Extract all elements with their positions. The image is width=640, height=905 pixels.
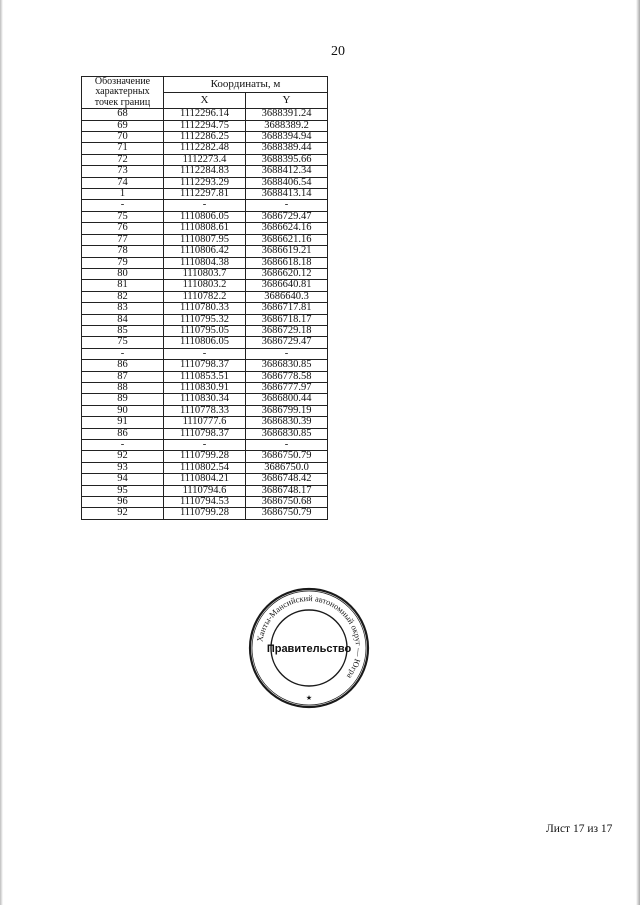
y-coordinate-cell: 3686618.18 <box>246 257 328 268</box>
point-number-cell: 72 <box>82 154 164 165</box>
point-number-cell: 76 <box>82 223 164 234</box>
table-row <box>82 120 328 131</box>
table-row <box>82 132 328 143</box>
x-coordinate-cell: - <box>164 440 246 451</box>
y-coordinate-cell: 3686624.16 <box>246 223 328 234</box>
page-number: 20 <box>331 44 345 59</box>
y-coordinate-cell: 3686830.85 <box>246 360 328 371</box>
y-coordinate-cell: 3686619.21 <box>246 246 328 257</box>
table-row <box>82 189 328 200</box>
point-number-cell: 82 <box>82 291 164 302</box>
y-column-header: Y <box>246 93 328 109</box>
x-coordinate-cell: 1112284.83 <box>164 166 246 177</box>
point-number-cell: 77 <box>82 234 164 245</box>
table-row <box>82 143 328 154</box>
table-row <box>82 268 328 279</box>
table-row <box>82 291 328 302</box>
point-number-cell: 70 <box>82 132 164 143</box>
seal-ring-text: Ханты-Мансийский автономный округ — Югра <box>255 593 364 681</box>
x-coordinate-cell: 1110799.28 <box>164 451 246 462</box>
x-coordinate-cell: - <box>164 348 246 359</box>
y-coordinate-cell: 3688413.14 <box>246 189 328 200</box>
y-coordinate-cell: 3686640.3 <box>246 291 328 302</box>
seal-star-icon: ★ <box>305 694 313 702</box>
y-coordinate-cell: 3688406.54 <box>246 177 328 188</box>
point-number-cell: 92 <box>82 508 164 519</box>
x-coordinate-cell: 1112282.48 <box>164 143 246 154</box>
point-number-cell: 78 <box>82 246 164 257</box>
x-coordinate-cell: 1110830.34 <box>164 394 246 405</box>
x-coordinate-cell: 1110795.05 <box>164 325 246 336</box>
table-row <box>82 211 328 222</box>
x-coordinate-cell: 1112297.81 <box>164 189 246 200</box>
x-coordinate-cell: - <box>164 200 246 211</box>
point-number-cell: 79 <box>82 257 164 268</box>
y-coordinate-cell: 3686799.19 <box>246 405 328 416</box>
table-row <box>82 303 328 314</box>
table-row <box>82 417 328 428</box>
x-coordinate-cell: 1110799.28 <box>164 508 246 519</box>
y-coordinate-cell: 3686729.18 <box>246 325 328 336</box>
table-row <box>82 348 328 359</box>
point-number-cell: 74 <box>82 177 164 188</box>
y-coordinate-cell: 3686729.47 <box>246 211 328 222</box>
header-label-line: характерных <box>95 86 150 98</box>
point-number-cell: 80 <box>82 268 164 279</box>
y-coordinate-cell: - <box>246 200 328 211</box>
y-coordinate-cell: 3686621.16 <box>246 234 328 245</box>
coordinates-table <box>81 76 328 520</box>
header-label-line: Обозначение <box>94 76 151 87</box>
x-coordinate-cell: 1110794.6 <box>164 485 246 496</box>
x-coordinate-cell: 1110802.54 <box>164 462 246 473</box>
point-number-cell: 87 <box>82 371 164 382</box>
y-coordinate-cell: 3688395.66 <box>246 154 328 165</box>
table-row <box>82 371 328 382</box>
x-coordinate-cell: 1110795.32 <box>164 314 246 325</box>
point-number-cell: 90 <box>82 405 164 416</box>
point-number-cell: 83 <box>82 303 164 314</box>
table-row <box>82 234 328 245</box>
x-coordinate-cell: 1112286.25 <box>164 132 246 143</box>
point-number-cell: 91 <box>82 417 164 428</box>
x-coordinate-cell: 1110803.7 <box>164 268 246 279</box>
x-coordinate-cell: 1110804.38 <box>164 257 246 268</box>
point-number-cell: 71 <box>82 143 164 154</box>
table-row <box>82 485 328 496</box>
x-coordinate-cell: 1110803.2 <box>164 280 246 291</box>
table-row <box>82 325 328 336</box>
table-row <box>82 314 328 325</box>
x-coordinate-cell: 1110806.42 <box>164 246 246 257</box>
y-coordinate-cell: 3686729.47 <box>246 337 328 348</box>
y-coordinate-cell: 3686750.0 <box>246 462 328 473</box>
table-row <box>82 508 328 519</box>
y-coordinate-cell: 3688389.2 <box>246 120 328 131</box>
x-coordinate-cell: 1112294.75 <box>164 120 246 131</box>
x-coordinate-cell: 1110804.21 <box>164 474 246 485</box>
y-coordinate-cell: 3686777.97 <box>246 382 328 393</box>
table-row <box>82 154 328 165</box>
table-row <box>82 451 328 462</box>
y-coordinate-cell: 3686778.58 <box>246 371 328 382</box>
table-row <box>82 405 328 416</box>
x-coordinate-cell: 1110807.95 <box>164 234 246 245</box>
y-coordinate-cell: 3686748.17 <box>246 485 328 496</box>
table-row <box>82 474 328 485</box>
government-seal <box>248 587 370 709</box>
table-row <box>82 200 328 211</box>
point-number-cell: 75 <box>82 211 164 222</box>
table-row <box>82 360 328 371</box>
point-number-cell: 92 <box>82 451 164 462</box>
x-coordinate-cell: 1110782.2 <box>164 291 246 302</box>
point-number-cell: 89 <box>82 394 164 405</box>
sheet-label: Лист 17 из 17 <box>546 823 613 835</box>
x-coordinate-cell: 1110777.6 <box>164 417 246 428</box>
table-row <box>82 257 328 268</box>
table-row <box>82 394 328 405</box>
page-left-edge <box>0 0 3 905</box>
y-coordinate-cell: 3686830.39 <box>246 417 328 428</box>
x-coordinate-cell: 1110798.37 <box>164 360 246 371</box>
point-number-cell: 75 <box>82 337 164 348</box>
table-row <box>82 223 328 234</box>
y-coordinate-cell: 3686750.79 <box>246 451 328 462</box>
seal-center-text: Правительство <box>266 643 352 655</box>
table-row <box>82 109 328 120</box>
table-row <box>82 382 328 393</box>
y-coordinate-cell: 3688389.44 <box>246 143 328 154</box>
table-row <box>82 462 328 473</box>
x-coordinate-cell: 1110778.33 <box>164 405 246 416</box>
point-number-cell: 88 <box>82 382 164 393</box>
page-right-edge <box>636 0 640 905</box>
y-coordinate-cell: 3686717.81 <box>246 303 328 314</box>
y-coordinate-cell: 3686748.42 <box>246 474 328 485</box>
point-number-cell: 84 <box>82 314 164 325</box>
point-number-cell: 86 <box>82 428 164 439</box>
x-coordinate-cell: 1110853.51 <box>164 371 246 382</box>
point-number-cell: 81 <box>82 280 164 291</box>
x-coordinate-cell: 1110780.33 <box>164 303 246 314</box>
point-number-cell: 85 <box>82 325 164 336</box>
x-coordinate-cell: 1110798.37 <box>164 428 246 439</box>
point-number-cell: 73 <box>82 166 164 177</box>
point-number-cell: 96 <box>82 497 164 508</box>
point-number-cell: 68 <box>82 109 164 120</box>
x-coordinate-cell: 1112273.4 <box>164 154 246 165</box>
point-number-cell: - <box>82 440 164 451</box>
y-coordinate-cell: 3686750.68 <box>246 497 328 508</box>
table-row <box>82 497 328 508</box>
point-designation-header <box>82 77 164 109</box>
y-coordinate-cell: 3686800.44 <box>246 394 328 405</box>
y-coordinate-cell: 3686640.81 <box>246 280 328 291</box>
x-coordinate-cell: 1110806.05 <box>164 337 246 348</box>
table-row <box>82 177 328 188</box>
point-number-cell: 93 <box>82 462 164 473</box>
x-coordinate-cell: 1110806.05 <box>164 211 246 222</box>
table-row <box>82 166 328 177</box>
x-coordinate-cell: 1112296.14 <box>164 109 246 120</box>
y-coordinate-cell: 3686718.17 <box>246 314 328 325</box>
table-row <box>82 440 328 451</box>
y-coordinate-cell: - <box>246 440 328 451</box>
point-number-cell: 1 <box>82 189 164 200</box>
point-number-cell: 94 <box>82 474 164 485</box>
coordinates-body <box>82 109 328 520</box>
y-coordinate-cell: 3688394.94 <box>246 132 328 143</box>
x-column-header: X <box>164 93 246 109</box>
point-number-cell: 86 <box>82 360 164 371</box>
y-coordinate-cell: 3686750.79 <box>246 508 328 519</box>
x-coordinate-cell: 1110830.91 <box>164 382 246 393</box>
point-number-cell: - <box>82 348 164 359</box>
point-number-cell: 69 <box>82 120 164 131</box>
y-coordinate-cell: 3686620.12 <box>246 268 328 279</box>
x-coordinate-cell: 1110808.61 <box>164 223 246 234</box>
point-number-cell: 95 <box>82 485 164 496</box>
table-row <box>82 337 328 348</box>
y-coordinate-cell: - <box>246 348 328 359</box>
y-coordinate-cell: 3686830.85 <box>246 428 328 439</box>
coordinates-header: Координаты, м <box>164 77 328 93</box>
table-row <box>82 428 328 439</box>
y-coordinate-cell: 3688412.34 <box>246 166 328 177</box>
table-row <box>82 280 328 291</box>
x-coordinate-cell: 1110794.53 <box>164 497 246 508</box>
table-row <box>82 246 328 257</box>
x-coordinate-cell: 1112293.29 <box>164 177 246 188</box>
point-number-cell: - <box>82 200 164 211</box>
header-label-line: точек границ <box>94 96 151 108</box>
y-coordinate-cell: 3688391.24 <box>246 109 328 120</box>
